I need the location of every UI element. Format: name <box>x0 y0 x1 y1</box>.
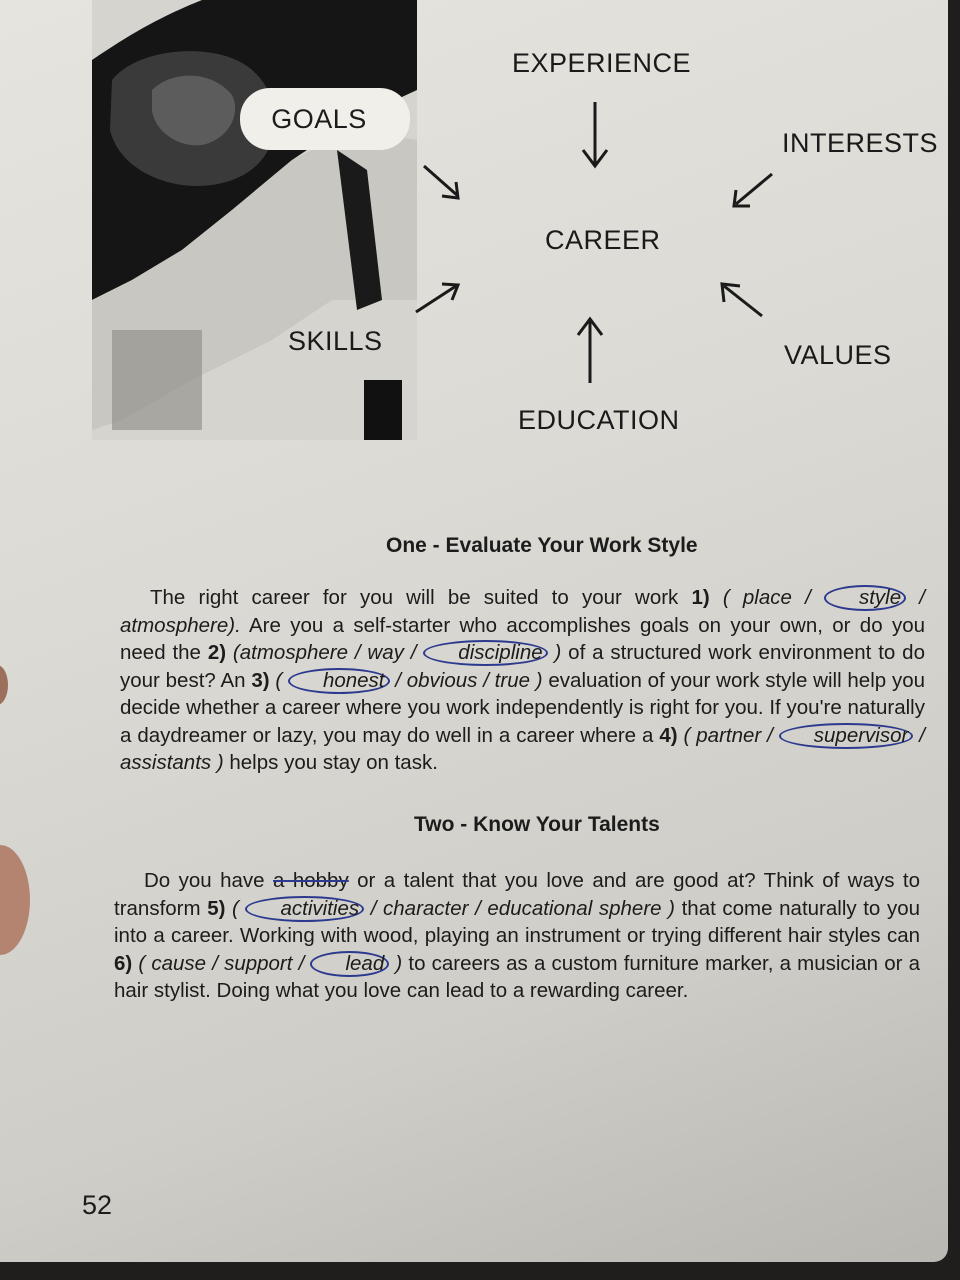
text-run: evaluation of your work style will help you decide whether a career where you work independently is right for you. If you're naturally a daydreamer or lazy, you may do well in a career where a <box>120 668 925 747</box>
arrow-up-left-icon <box>718 280 766 320</box>
text-run: that come naturally to you into a career. Working with wood, playing an instrument or trying different hair styles can <box>114 896 921 947</box>
diagram-values: VALUES <box>784 340 892 370</box>
gap-number-4: 4) <box>659 723 678 747</box>
arrow-up-right-icon <box>412 280 462 316</box>
arrow-down-right-icon <box>420 162 465 204</box>
gap-options-5: ( activities / character / educational sphere ) <box>225 896 675 920</box>
gap-options-2: (atmosphere / way / discipline ) <box>226 641 562 664</box>
gap-number-5: 5) <box>207 896 226 920</box>
gap-number-2: 2) <box>207 641 227 664</box>
diagram-goals: GOALS <box>240 88 410 150</box>
section-one-paragraph <box>120 584 925 777</box>
text-run: or a talent that you love and are good at? Think of ways to transform <box>114 869 920 920</box>
text-run: of a structured work environment to do your best? An <box>120 641 925 692</box>
gap-options-1: ( place / style / atmosphere). <box>120 586 925 637</box>
diagram-skills: SKILLS <box>288 326 383 356</box>
gap-number-6: 6) <box>114 951 133 975</box>
hand-with-marker-photo <box>92 0 417 440</box>
text-run: Are you a self-starter who accomplishes goals on your own, or do you need the <box>120 613 925 664</box>
finger-photo-artifact <box>0 665 8 705</box>
diagram-center-career: CAREER <box>545 225 661 255</box>
text-run: Do you have <box>144 869 274 892</box>
text-run: helps you stay on task. <box>223 751 438 774</box>
arrow-up-icon <box>570 315 610 385</box>
section-two-paragraph <box>114 867 920 1005</box>
struck-text: a hobby <box>273 869 349 892</box>
diagram-education: EDUCATION <box>518 405 680 435</box>
section-two-title: Two - Know Your Talents <box>414 813 660 836</box>
text-run: to careers as a custom furniture marker, a musician or a hair stylist. Doing what you love can lead to a rewarding career. <box>114 951 920 1002</box>
circled-answer-5: activities <box>245 896 364 922</box>
finger-photo-artifact <box>0 845 30 955</box>
arrow-down-left-icon <box>728 170 776 212</box>
gap-options-3: ( honest / obvious / true ) <box>269 668 543 692</box>
gap-options-4: ( partner / supervisor / assistants ) <box>120 723 925 774</box>
circled-answer-4: supervisor <box>779 723 914 749</box>
gap-options-6: ( cause / support / lead ) <box>132 951 403 975</box>
page-number: 52 <box>82 1190 113 1220</box>
circled-answer-1: style <box>824 585 906 611</box>
text-run: The right career for you will be suited to your work <box>150 586 692 609</box>
circled-answer-3: honest <box>288 668 390 694</box>
circled-answer-2: discipline <box>423 640 547 666</box>
diagram-experience: EXPERIENCE <box>512 48 692 78</box>
arrow-down-icon <box>575 100 615 170</box>
diagram-interests: INTERESTS <box>782 128 939 158</box>
section-one-title: One - Evaluate Your Work Style <box>386 534 698 557</box>
circled-answer-6: lead <box>310 951 389 977</box>
gap-number-3: 3) <box>251 668 270 692</box>
gap-number-1: 1) <box>691 586 710 609</box>
